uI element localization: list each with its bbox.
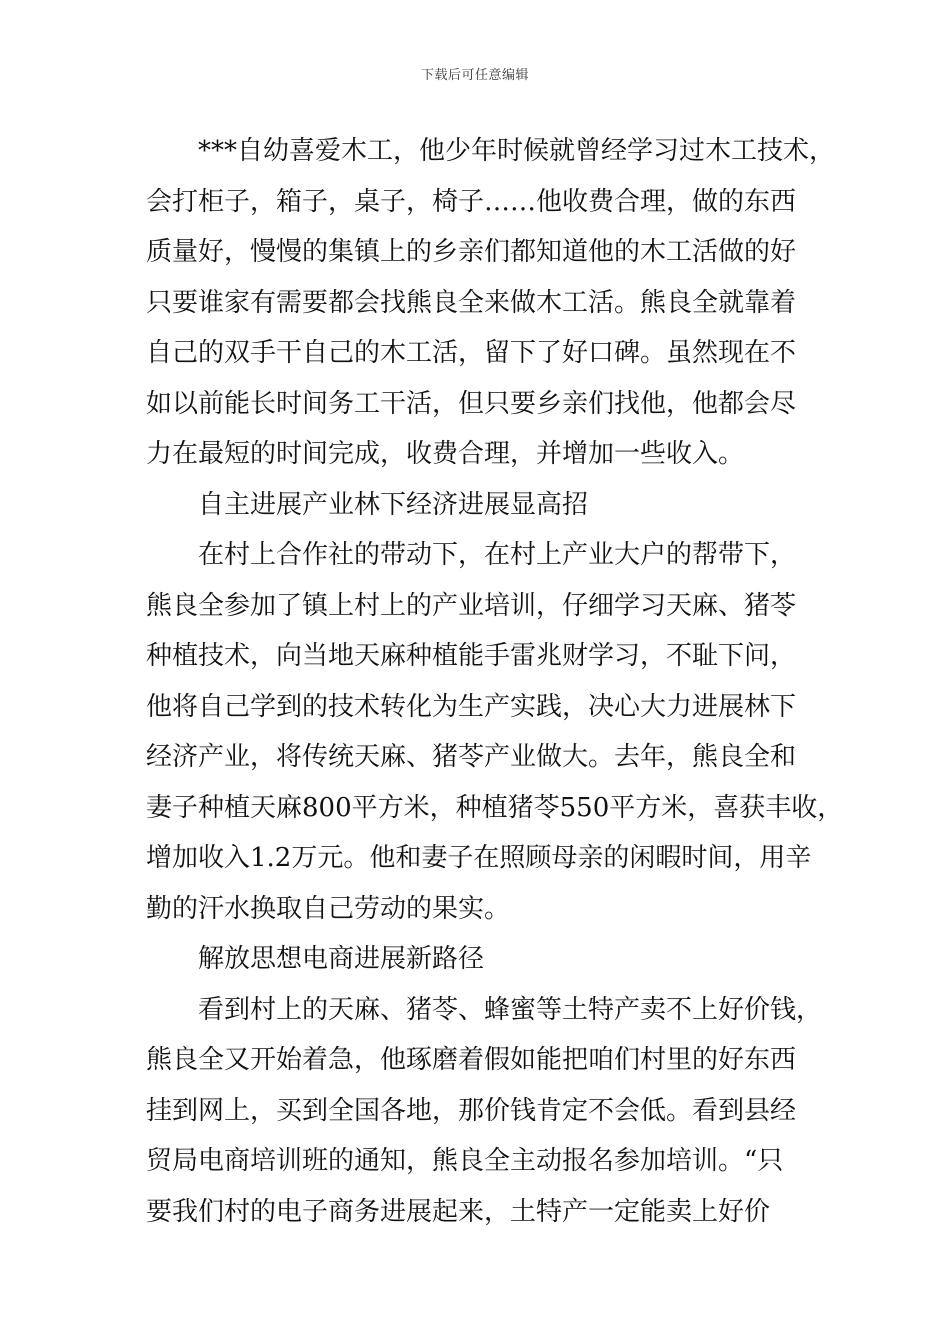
- text-line: 熊良全参加了镇上村上的产业培训，仔细学习天麻、猪苓: [146, 590, 797, 621]
- text-line: 只要谁家有需要都会找熊良全来做木工活。熊良全就靠着: [146, 287, 797, 318]
- section-heading: 解放思想电商进展新路径: [198, 944, 485, 974]
- text-line: 质量好，慢慢的集镇上的乡亲们都知道他的木工活做的好: [146, 237, 797, 267]
- text-line: 妻子种植天麻800平方米，种植猪苓550平方米，喜获丰收，: [146, 792, 844, 823]
- text-line: 勤的汗水换取自己劳动的果实。: [146, 893, 511, 924]
- section-heading: 自主进展产业林下经济进展显高招: [198, 489, 589, 520]
- document-body: [146, 126, 844, 1237]
- text-line: 经济产业，将传统天麻、猪苓产业做大。去年，熊良全和: [146, 742, 797, 772]
- text-line: 力在最短的时间完成，收费合理，并增加一些收入。: [146, 439, 745, 469]
- text-line: 增加收入1.2万元。他和妻子在照顾母亲的闲暇时间，用辛: [146, 843, 812, 873]
- text-line: 挂到网上，买到全国各地，那价钱肯定不会低。看到县经: [146, 1095, 797, 1126]
- text-line: 贸局电商培训班的通知，熊良全主动报名参加培训。“只: [146, 1146, 784, 1176]
- text-line: 熊良全又开始着急，他琢磨着假如能把咱们村里的好东西: [146, 1045, 797, 1075]
- text-line: 种植技术，向当地天麻种植能手雷兆财学习，不耻下问，: [146, 641, 797, 671]
- text-line: 他将自己学到的技术转化为生产实践，决心大力进展林下: [146, 691, 797, 722]
- header-note: 下载后可任意编辑: [420, 68, 529, 83]
- text-line: 会打柜子，箱子，桌子，椅子……他收费合理，做的东西: [146, 186, 797, 217]
- text-line: ***自幼喜爱木工，他少年时候就曾经学习过木工技术，: [198, 136, 836, 166]
- text-line: 如以前能长时间务工干活，但只要乡亲们找他，他都会尽: [146, 388, 797, 419]
- text-line: 自己的双手干自己的木工活，留下了好口碑。虽然现在不: [146, 338, 797, 368]
- text-line: 看到村上的天麻、猪苓、蜂蜜等土特产卖不上好价钱，: [198, 994, 823, 1025]
- text-line: 在村上合作社的带动下，在村上产业大户的帮带下，: [198, 540, 797, 570]
- text-line: 要我们村的电子商务进展起来，土特产一定能卖上好价: [146, 1196, 771, 1227]
